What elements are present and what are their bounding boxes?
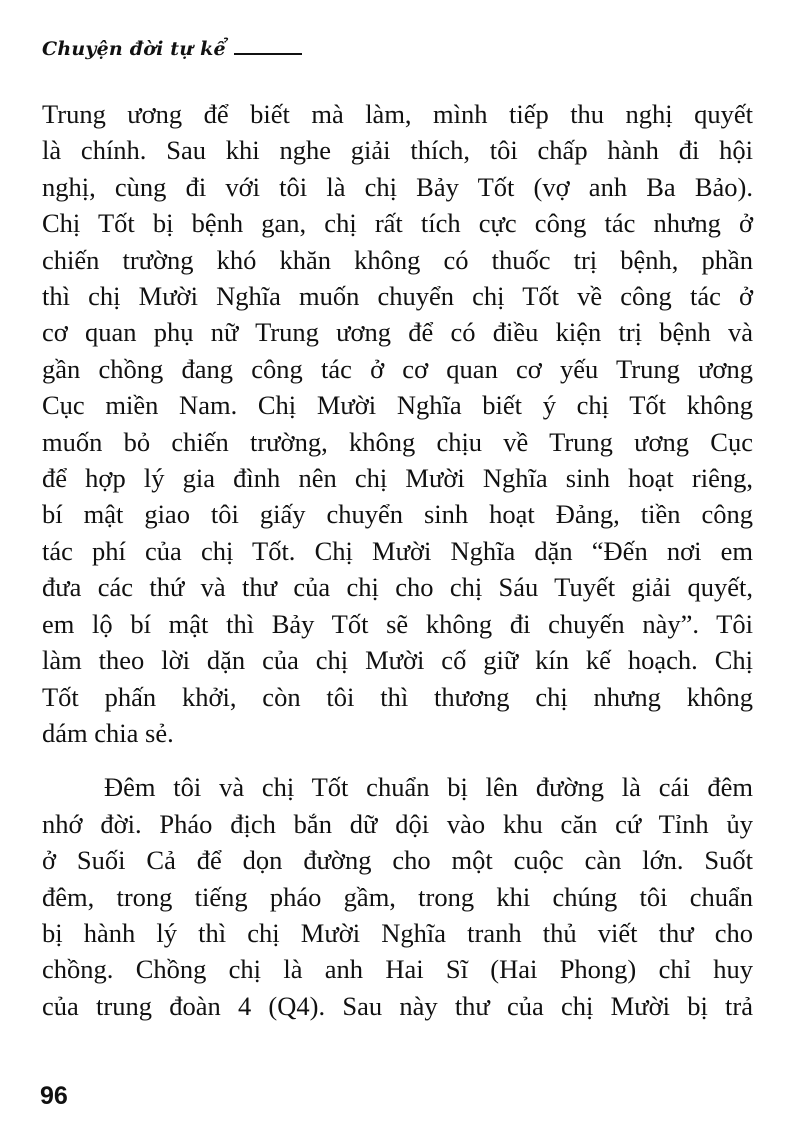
text-line: đưa các thứ và thư của chị cho chị Sáu Tuyết giải quyết,: [42, 572, 753, 603]
running-header: [42, 38, 302, 60]
text-line: bị hành lý thì chị Mười Nghĩa tranh thủ viết thư cho: [42, 917, 753, 948]
paragraph: [42, 769, 753, 1024]
paragraph-gap: [42, 751, 753, 769]
text-line: nghị, cùng đi với tôi là chị Bảy Tốt (vợ anh Ba Bảo).: [42, 171, 753, 202]
text-line: đêm, trong tiếng pháo gầm, trong khi chúng tôi chuẩn: [42, 881, 753, 912]
text-line: dám chia sẻ.: [42, 717, 174, 748]
text-line: tác phí của chị Tốt. Chị Mười Nghĩa dặn “Đến nơi em: [42, 535, 753, 566]
text-line: Đêm tôi và chị Tốt chuẩn bị lên đường là cái đêm: [104, 772, 753, 803]
text-line: Trung ương để biết mà làm, mình tiếp thu nghị quyết: [42, 99, 753, 129]
text-line: chồng. Chồng chị là anh Hai Sĩ (Hai Phong) chỉ huy: [42, 954, 753, 985]
text-line: là chính. Sau khi nghe giải thích, tôi chấp hành đi hội: [42, 135, 753, 166]
paragraph: [42, 96, 753, 751]
text-line: để hợp lý gia đình nên chị Mười Nghĩa sinh hoạt riêng,: [42, 463, 753, 494]
text-line: em lộ bí mật thì Bảy Tốt sẽ không đi chuyến này”. Tôi: [42, 608, 753, 639]
body-text: [42, 96, 753, 1024]
text-line: chiến trường khó khăn không có thuốc trị bệnh, phần: [42, 244, 753, 275]
running-title: Chuyện đời tự kể: [42, 38, 226, 60]
text-line: cơ quan phụ nữ Trung ương để có điều kiện trị bệnh và: [42, 317, 753, 348]
text-line: ở Suối Cả để dọn đường cho một cuộc càn lớn. Suốt: [42, 845, 753, 876]
text-line: thì chị Mười Nghĩa muốn chuyển chị Tốt về công tác ở: [42, 281, 753, 312]
page-number: 96: [40, 1082, 68, 1110]
text-line: Chị Tốt bị bệnh gan, chị rất tích cực công tác nhưng ở: [42, 208, 753, 239]
header-rule: [234, 53, 302, 55]
text-line: Tốt phấn khởi, còn tôi thì thương chị nhưng không: [42, 681, 753, 712]
text-line: bí mật giao tôi giấy chuyển sinh hoạt Đảng, tiền công: [42, 499, 753, 530]
text-line: của trung đoàn 4 (Q4). Sau này thư của chị Mười bị trả: [42, 990, 753, 1021]
text-line: muốn bỏ chiến trường, không chịu về Trung ương Cục: [42, 426, 753, 457]
text-line: Cục miền Nam. Chị Mười Nghĩa biết ý chị Tốt không: [42, 390, 753, 421]
text-line: làm theo lời dặn của chị Mười cố giữ kín kế hoạch. Chị: [42, 645, 753, 676]
text-line: gần chồng đang công tác ở cơ quan cơ yếu Trung ương: [42, 353, 753, 384]
text-line: nhớ đời. Pháo địch bắn dữ dội vào khu căn cứ Tỉnh ủy: [42, 808, 753, 839]
